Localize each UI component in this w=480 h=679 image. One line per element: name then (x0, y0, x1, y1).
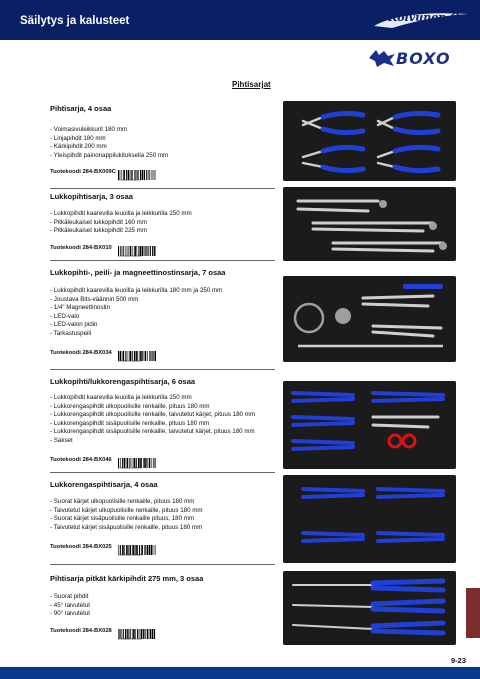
boxo-logo (368, 48, 460, 70)
list-item: - Voimasivuleikkurit 180 mm (50, 126, 128, 133)
list-item: - Tarkastuspeili (50, 329, 92, 337)
section-divider (50, 369, 275, 370)
list-item: - LED-valo (50, 312, 80, 320)
list-item: - Lukkorengaspihdit sisäpuolisille renkaille, pituus 180 mm (50, 419, 210, 427)
list-item: - Lukkorengaspihdit ulkopuolisille renkaille, pituus 180 mm (50, 402, 210, 410)
product-code-value: 284-BX046 (82, 457, 112, 463)
product-code (50, 457, 112, 463)
barcode (118, 542, 156, 552)
list-item: - Suorat kärjet sisäpuolisille renkaille pituus, 180 mm (50, 515, 195, 523)
list-item: - Suorat kärjet ulkopuolisille renkaille, pituus 180 mm (50, 498, 195, 505)
barcode-number: 6 416240 935430 (118, 359, 142, 363)
product-code-value: 284-BX034 (82, 350, 112, 356)
page-number: 9-23 (450, 656, 466, 665)
product-code-label: Tuotekoodi (50, 628, 81, 634)
list-item: - Taivutetut kärjet sisäpuolisille renkaille, pituus 180 mm (50, 523, 203, 531)
section-divider (50, 472, 275, 473)
circlip-set-illustration (283, 475, 456, 563)
barcode-number: 6 416240 935393 (118, 637, 142, 641)
locking-mirror-set-illustration (283, 276, 456, 362)
barcode-number: 6 416240 934617 (118, 178, 142, 182)
header-bar (0, 0, 480, 40)
product-code-label: Tuotekoodi (50, 544, 81, 550)
product-item-list (50, 126, 286, 160)
list-item: - Pitkäleukaiset lukkopihdit 225 mm (50, 227, 147, 235)
list-item: - Kärkipihdit 200 mm (50, 143, 107, 151)
product-image-circlip-set (283, 475, 456, 563)
product-title: Lukkopihti/lukkorengaspihtisarja, 6 osaa (50, 377, 196, 386)
header-title: Säilytys ja kalusteet (20, 15, 130, 27)
list-item: - Lukkorengaspihdit ulkopuolisille renkaille, taivutetut kärjet, pituus 180 mm (50, 411, 255, 419)
list-item: - Linjapihdit 180 mm (50, 134, 106, 142)
barcode-number: 6 416240 934693 (118, 254, 142, 258)
barcode-number: 6 416240 935362 (118, 553, 142, 557)
list-item: - Pitkäleukaiset lukkopihdit 160 mm (50, 218, 147, 226)
barcode (118, 243, 156, 253)
product-image-locking-mirror-set (283, 276, 456, 362)
product-title: Pihtisarja, 4 osaa (50, 104, 112, 113)
section-divider (50, 564, 275, 565)
section-divider (50, 260, 275, 261)
product-item-list (50, 498, 286, 532)
list-item: - 45° taivutetut (50, 601, 90, 609)
circlip-locking-set-illustration (283, 381, 456, 469)
product-code-value: 284-BX009C (82, 169, 116, 175)
list-item: - Lukkopihdit kaarevilla leuoilla ja leikkurilla 180 mm ja 250 mm (50, 287, 223, 294)
product-code (50, 245, 112, 251)
list-item: - Lukkopihdit kaarevilla leuoilla ja leikkurilla 250 mm (50, 394, 192, 401)
product-image-pliers-set (283, 101, 456, 181)
product-code (50, 350, 112, 356)
product-item-list (50, 593, 286, 619)
product-title: Lukkopihtisarja, 3 osaa (50, 192, 133, 201)
product-item-list (50, 287, 286, 339)
list-item: - Lukkopihdit kaarevilla leuoilla ja leikkurilla 250 mm (50, 210, 192, 217)
barcode-number: 6 416240 971650 (118, 466, 142, 470)
product-code-label: Tuotekoodi (50, 169, 81, 175)
product-title: Lukkopihti-, peili- ja magneettinostinsarja, 7 osaa (50, 268, 226, 277)
locking-pliers-illustration (283, 187, 456, 261)
list-item: - Taivutetut kärjet ulkopuolisille renkaille, pituus 180 mm (50, 506, 203, 514)
long-nose-pliers-illustration (283, 571, 456, 645)
product-item-list (50, 394, 286, 446)
chapter-tab (466, 588, 480, 638)
list-item: - LED-valon pidin (50, 321, 98, 329)
product-code (50, 169, 116, 175)
boxo-wolf-icon (368, 48, 396, 68)
barcode (118, 626, 156, 636)
list-item: - Yleispihdit painonappilukituksella 250 mm (50, 151, 169, 159)
product-title: Pihtisarja pitkät kärkipihdit 275 mm, 3 osaa (50, 574, 204, 583)
barcode (118, 348, 156, 358)
product-title: Lukkorengaspihtisarja, 4 osaa (50, 480, 158, 489)
product-code-value: 284-BX028 (82, 628, 112, 634)
product-code-value: 284-BX025 (82, 544, 112, 550)
product-image-locking-pliers (283, 187, 456, 261)
footer-bar (0, 667, 480, 679)
page-title: Pihtisarjat (232, 80, 271, 89)
barcode (118, 167, 156, 177)
list-item: - Lukkorengaspihdit sisäpuolisille renkaille, taivutetut kärjet, pituus 180 mm (50, 428, 255, 436)
koivunen-logo: Koivunen Oy (387, 11, 466, 24)
product-code-label: Tuotekoodi (50, 245, 81, 251)
product-code-label: Tuotekoodi (50, 457, 81, 463)
product-code (50, 544, 112, 550)
product-code-label: Tuotekoodi (50, 350, 81, 356)
product-code (50, 628, 112, 634)
product-code-value: 284-BX010 (82, 245, 112, 251)
product-image-circlip-locking-set (283, 381, 456, 469)
barcode (118, 455, 156, 465)
list-item: - 90° taivutetut (50, 610, 90, 618)
list-item: - Joustava Bits-väännin 500 mm (50, 295, 139, 303)
product-image-long-nose-pliers (283, 571, 456, 645)
pliers-set-illustration (283, 101, 456, 181)
list-item: - Sakset (50, 436, 73, 444)
list-item: - 1/4" Magneettinostin (50, 304, 110, 312)
list-item: - Suorat pihdit (50, 593, 89, 600)
product-item-list (50, 210, 286, 236)
boxo-wordmark: BOXO (396, 49, 451, 68)
section-divider (50, 188, 275, 189)
